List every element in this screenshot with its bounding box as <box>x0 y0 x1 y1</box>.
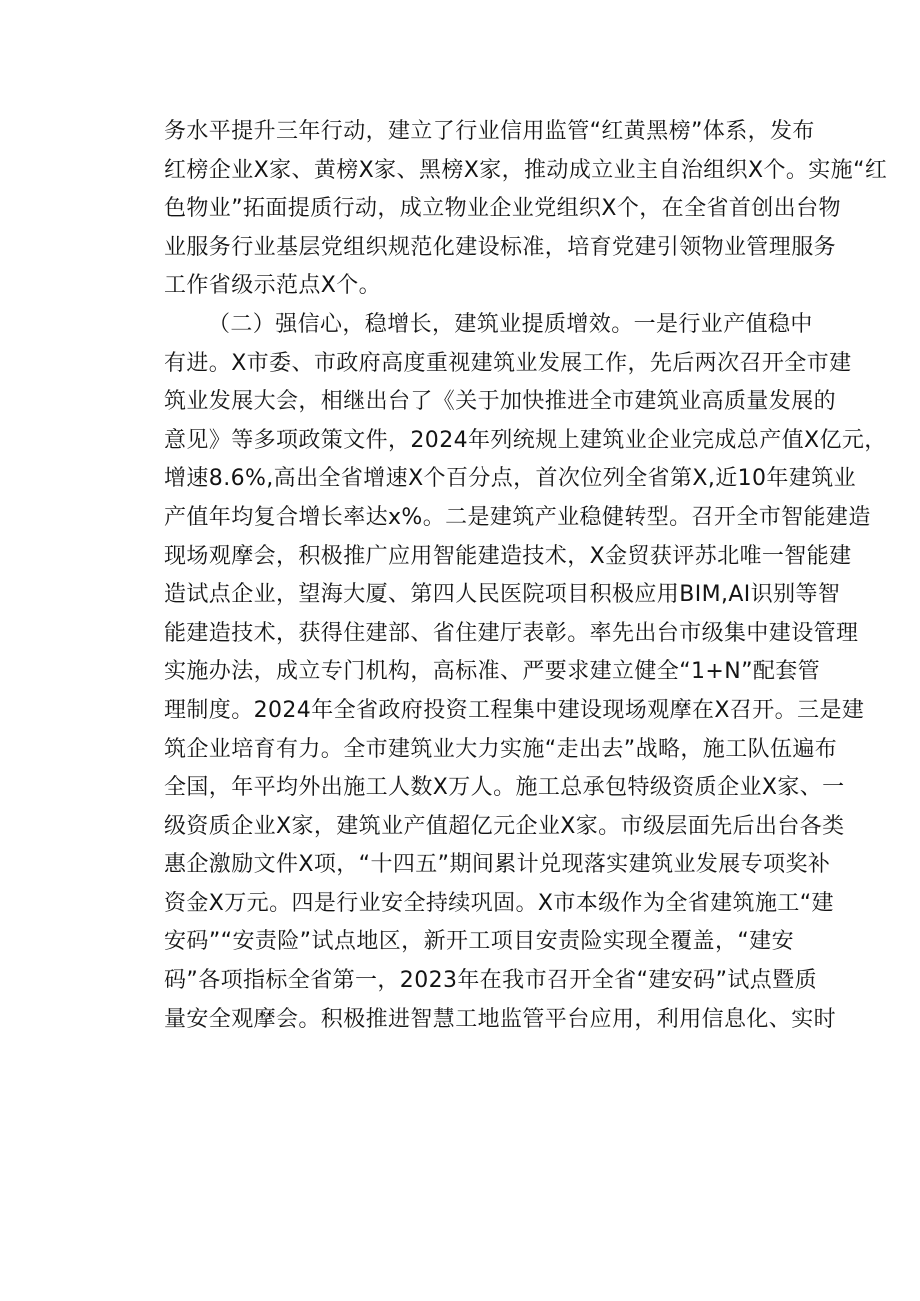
text-line: 意见》等多项政策文件，2024年列统规上建筑业企业完成总产值X亿元， <box>164 427 887 453</box>
text-line: 业服务行业基层党组织规范化建设标准，培育党建引领物业管理服务 <box>164 234 837 260</box>
text-line: 级资质企业X家，建筑业产值超亿元企业X家。市级层面先后出台各类 <box>164 813 845 839</box>
text-line: 筑业发展大会，相继出台了《关于加快推进全市建筑业高质量发展的 <box>164 389 837 415</box>
text-line: 量安全观摩会。积极推进智慧工地监管平台应用，利用信息化、实时 <box>164 1006 837 1032</box>
text-line: 务水平提升三年行动，建立了行业信用监管“红黄黑榜”体系，发布 <box>164 119 815 144</box>
text-line: 实施办法，成立专门机构，高标准、严要求建立健全“1+N”配套管 <box>164 659 821 685</box>
text-line: 全国，年平均外出施工人数X万人。施工总承包特级资质企业X家、一 <box>164 775 845 801</box>
text-line: 理制度。2024年全省政府投资工程集中建设现场观摩在X召开。三是建 <box>164 697 865 723</box>
text-line: 现场观摩会，积极推广应用智能建造技术，X金贸获评苏北唯一智能建 <box>164 543 852 569</box>
paragraph-2 <box>164 306 887 1039</box>
text-line: 惠企激励文件X项，“十四五”期间累计兑现落实建筑业发展专项奖补 <box>164 852 831 878</box>
text-line: 有进。X市委、市政府高度重视建筑业发展工作，先后两次召开全市建 <box>164 350 852 376</box>
document-body <box>164 113 888 1039</box>
text-line: 工作省级示范点X个。 <box>164 273 382 299</box>
text-line: 资金X万元。四是行业安全持续巩固。X市本级作为全省建筑施工“建 <box>164 890 834 916</box>
text-line: 增速8.6%,高出全省增速X个百分点，首次位列全省第X,近10年建筑业 <box>164 466 857 492</box>
text-line: 码”各项指标全省第一，2023年在我市召开全省“建安码”试点暨质 <box>164 968 817 994</box>
section-heading-line: （二）强信心，稳增长，建筑业提质增效。一是行业产值稳中 <box>208 311 813 337</box>
text-line: 能建造技术，获得住建部、省住建厅表彰。率先出台市级集中建设管理 <box>164 620 859 646</box>
text-line: 筑企业培育有力。全市建筑业大力实施“走出去”战略，施工队伍遍布 <box>164 736 838 762</box>
text-line: 色物业”拓面提质行动，成立物业企业党组织X个，在全省首创出台物 <box>164 196 841 222</box>
text-line: 产值年均复合增长率达x%。二是建筑产业稳健转型。召开全市智能建造 <box>164 504 871 530</box>
text-line: 红榜企业X家、黄榜X家、黑榜X家，推动成立业主自治组织X个。实施“红 <box>164 157 888 183</box>
text-line: 造试点企业，望海大厦、第四人民医院项目积极应用BIM,AI识别等智 <box>164 582 841 608</box>
paragraph-1 <box>164 113 888 306</box>
text-line: 安码”“安责险”试点地区，新开工项目安责险实现全覆盖，“建安 <box>164 929 794 955</box>
